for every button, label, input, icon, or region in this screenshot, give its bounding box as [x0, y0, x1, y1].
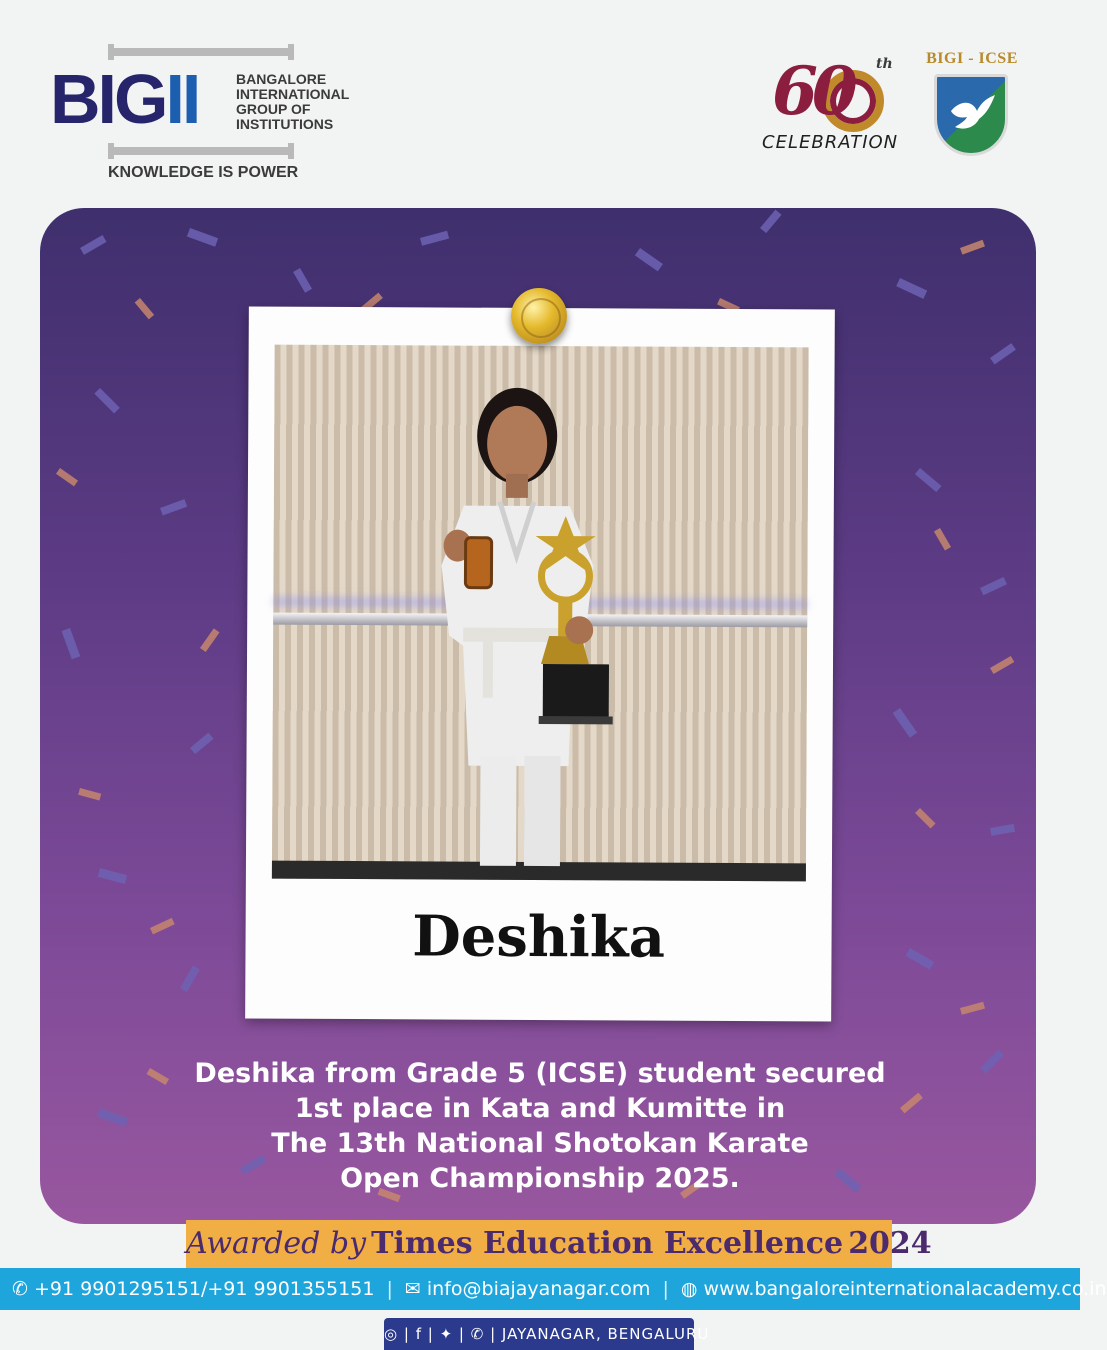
globe-icon: ◍ — [680, 1278, 698, 1300]
bigi-icse-crest — [920, 50, 1024, 160]
email-link[interactable]: info@biajayanagar.com — [426, 1278, 651, 1300]
phone-icon: ✆ — [12, 1278, 28, 1300]
student-name: Deshika — [411, 903, 666, 971]
logo-bar-bottom — [108, 147, 294, 155]
student-photo — [272, 345, 809, 882]
icse-label: BIGI - ICSE — [926, 50, 1018, 67]
logo-bar-top — [108, 48, 294, 56]
award-prefix: Awarded by — [186, 1226, 367, 1261]
anniversary-suffix: th — [876, 56, 893, 72]
location-label: JAYANAGAR, BENGALURU — [501, 1325, 710, 1343]
contact-bar — [0, 1268, 1107, 1310]
photo-polaroid-frame — [245, 306, 835, 1021]
award-year: 2024 — [848, 1226, 932, 1261]
caption-line: Open Championship 2025. — [340, 1163, 740, 1194]
twitter-icon[interactable]: ✦ — [439, 1325, 454, 1343]
dove-icon — [947, 91, 997, 137]
website-link[interactable]: www.bangaloreinternationalacademy.co.in — [703, 1278, 1107, 1300]
bigi-logo — [50, 44, 360, 184]
logo-institution-name: BANGALORE INTERNATIONAL GROUP OF INSTITUTIONS — [236, 71, 350, 132]
achievement-caption — [160, 1056, 920, 1196]
student-figure-illustration — [272, 345, 809, 882]
logo-mark: BIGII — [50, 60, 199, 138]
caption-line: 1st place in Kata and Kumitte in — [294, 1093, 786, 1124]
anniversary-number: 60 — [772, 52, 852, 130]
instagram-icon[interactable]: ◎ — [384, 1325, 399, 1343]
sixtieth-celebration-logo — [762, 52, 902, 162]
facebook-icon[interactable]: f — [415, 1325, 422, 1343]
logo-tagline: KNOWLEDGE IS POWER — [108, 164, 299, 181]
whatsapp-icon[interactable]: ✆ — [470, 1325, 485, 1343]
award-banner — [186, 1220, 932, 1268]
award-title: Times Education Excellence — [371, 1226, 844, 1261]
divider: | — [662, 1278, 669, 1300]
divider: | — [386, 1278, 393, 1300]
footer — [0, 1268, 1107, 1350]
anniversary-label: CELEBRATION — [762, 132, 899, 153]
shield-icon — [934, 74, 1008, 156]
mail-icon: ✉ — [404, 1278, 421, 1300]
phone-link[interactable]: +91 9901295151/+91 9901355151 — [33, 1278, 375, 1300]
social-bar: ◎ | f | ✦ | ✆ | JAYANAGAR, BENGALURU — [384, 1318, 694, 1350]
achievement-card — [40, 208, 1036, 1224]
pushpin-icon — [511, 288, 567, 344]
caption-line: The 13th National Shotokan Karate — [271, 1128, 809, 1159]
caption-line: Deshika from Grade 5 (ICSE) student secured — [194, 1058, 886, 1089]
